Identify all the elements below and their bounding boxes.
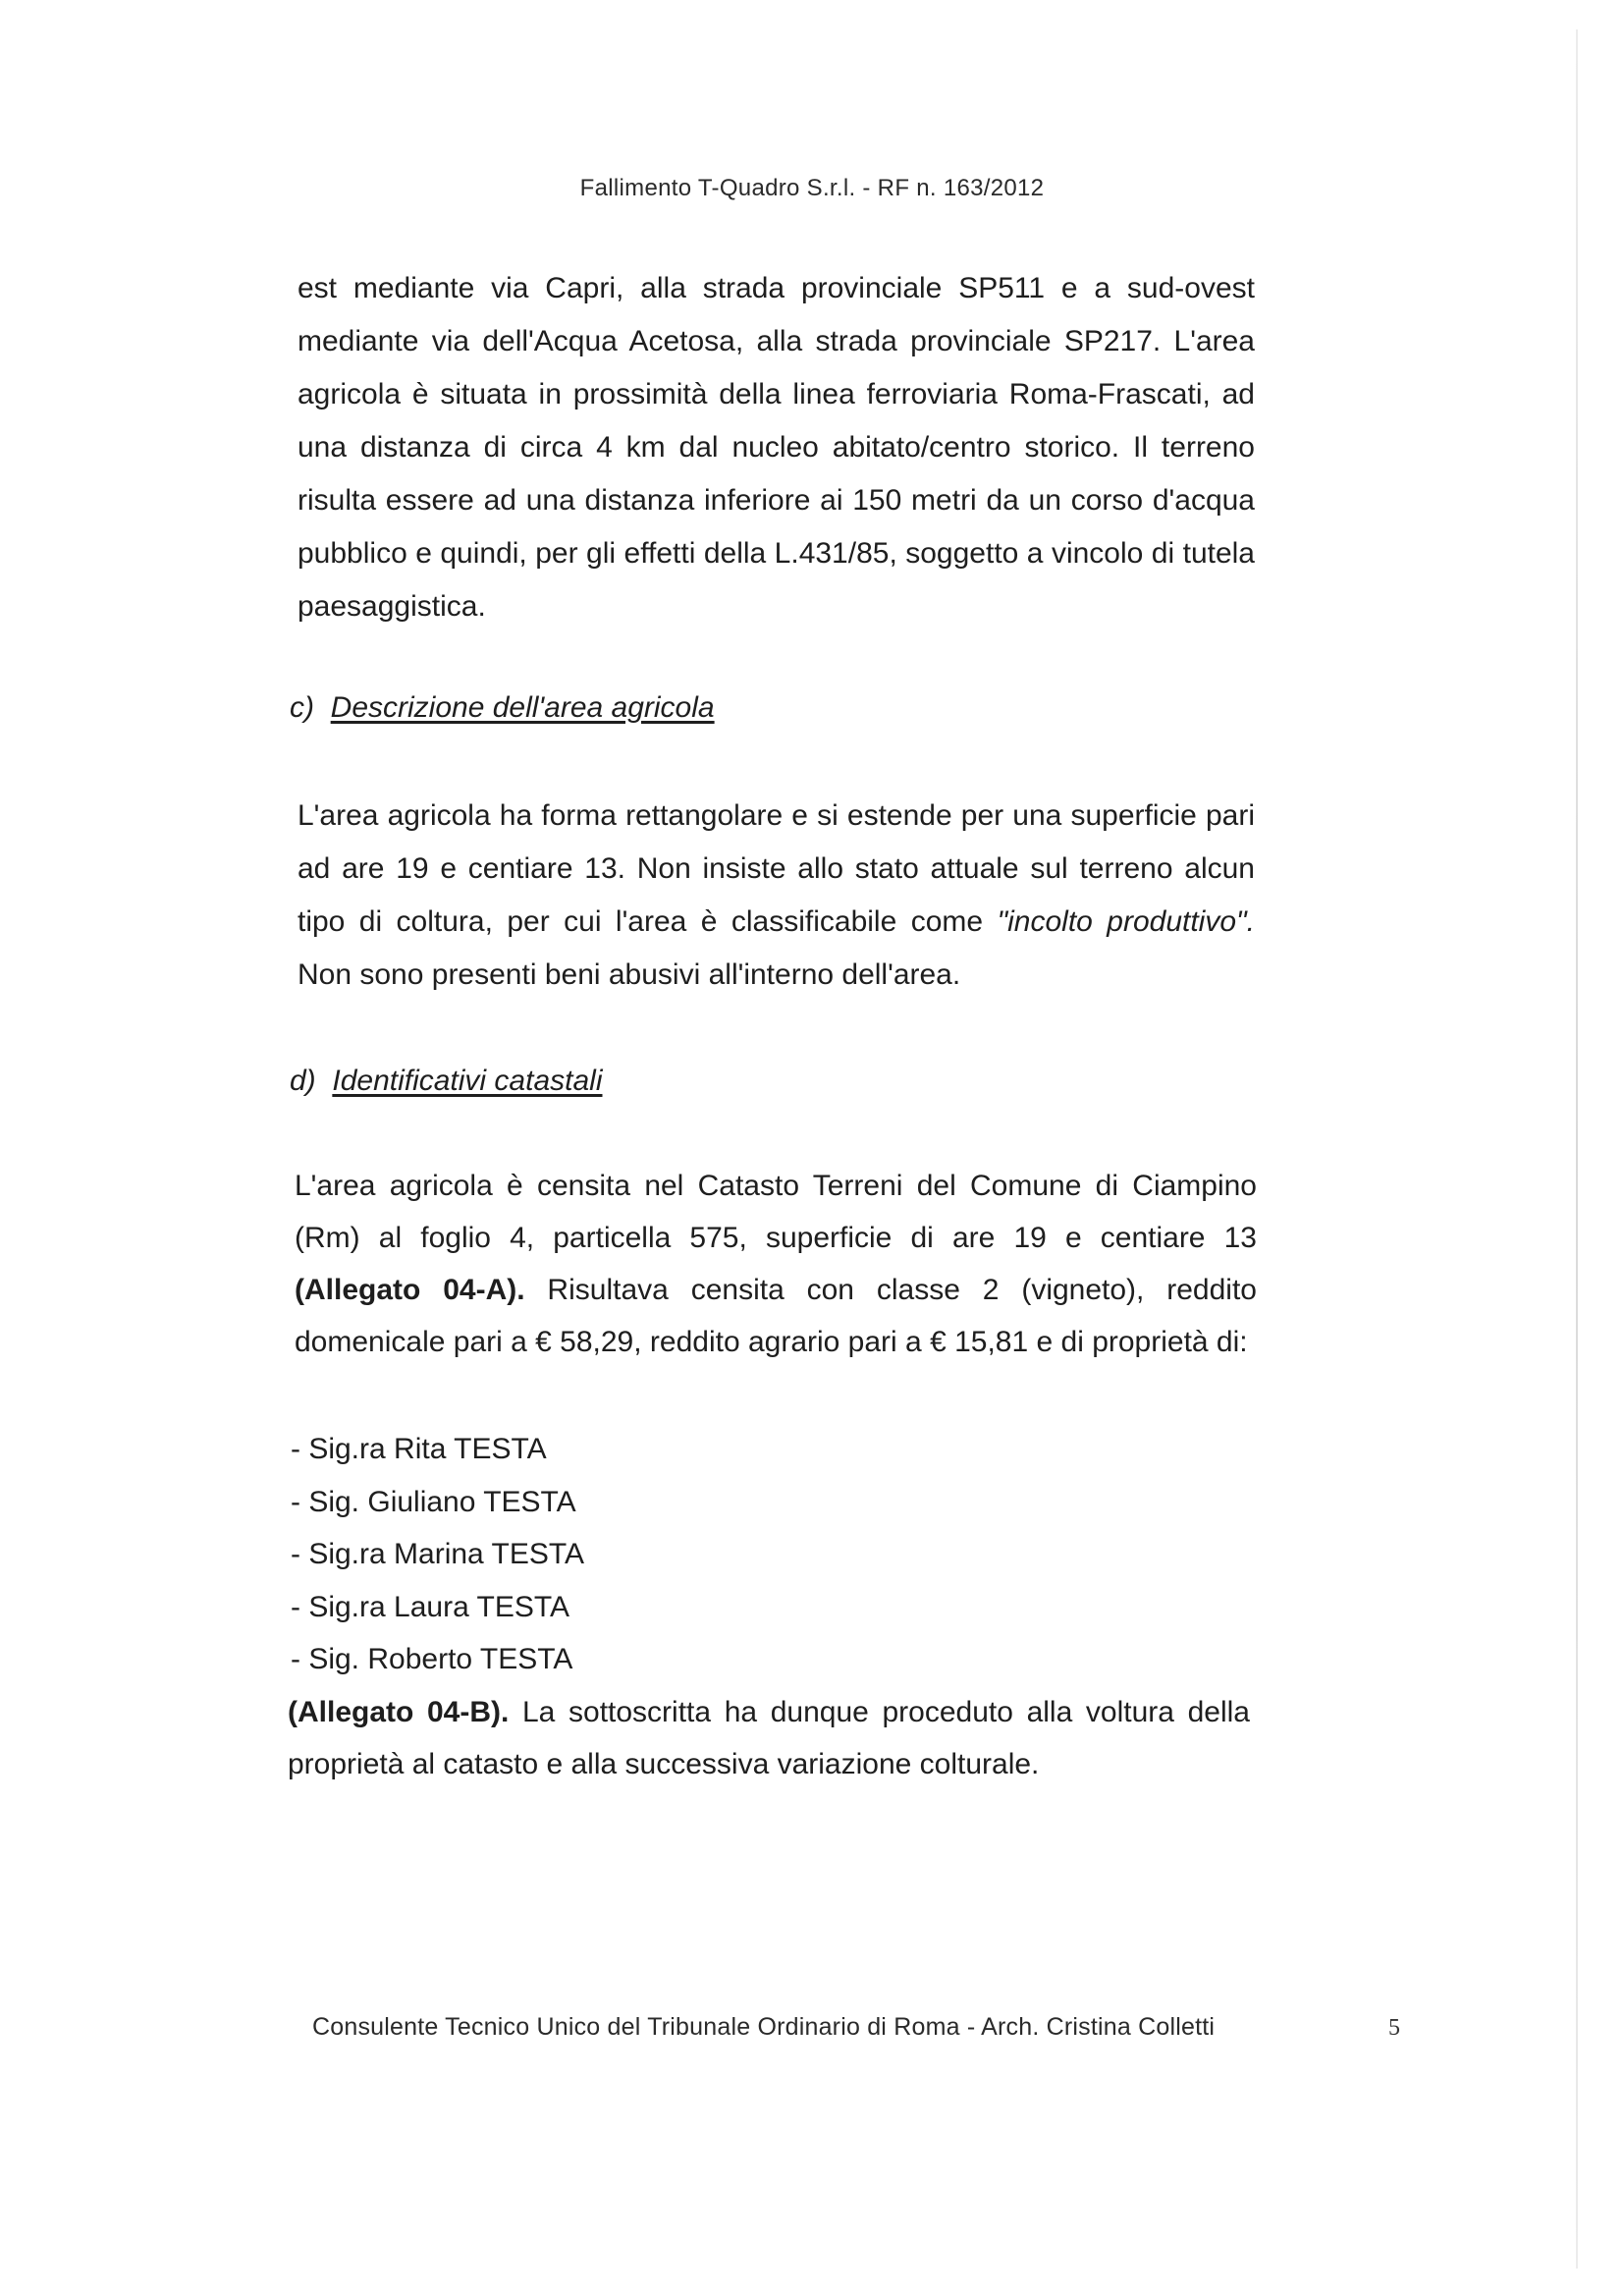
section-d-marker: d) xyxy=(290,1065,316,1097)
list-item: - Sig.ra Laura TESTA xyxy=(291,1590,570,1623)
page-header: Fallimento T-Quadro S.r.l. - RF n. 163/2012 xyxy=(579,175,1045,201)
section-d-text-1: L'area agricola è censita nel Catasto Terreni del Comune di Ciampino (Rm) al foglio 4, particella 575, superficie di are 19 e centiare 13 xyxy=(295,1170,1257,1254)
list-item: - Sig. Giuliano TESTA xyxy=(291,1485,576,1518)
section-c-marker: c) xyxy=(290,691,314,724)
allegato-04a-ref: (Allegato 04-A). xyxy=(295,1274,525,1306)
section-d-closing-paragraph xyxy=(288,1686,1250,1790)
section-c-text-2: Non sono presenti beni abusivi all'interno dell'area. xyxy=(298,958,961,991)
page-number: 5 xyxy=(1388,2015,1400,2041)
intro-paragraph: est mediante via Capri, alla strada provinciale SP511 e a sud-ovest mediante via dell'Acqua Acetosa, alla strada provinciale SP217. L'area agricola è situata in prossimità della linea ferroviaria Roma-Frascati, ad una distanza di circa 4 km dal nucleo abitato/centro storico. Il terreno risulta essere ad una distanza inferiore ai 150 metri da un corso d'acqua pubblico e quindi, per gli effetti della L.431/85, soggetto a vincolo di tutela paesaggistica. xyxy=(298,272,1255,623)
section-d-paragraph xyxy=(295,1160,1257,1368)
section-c-paragraph xyxy=(298,790,1255,1002)
page-footer: Consulente Tecnico Unico del Tribunale Ordinario di Roma - Arch. Cristina Colletti xyxy=(312,2013,1216,2041)
list-item: - Sig.ra Marina TESTA xyxy=(291,1538,584,1570)
section-c-title: Descrizione dell'area agricola xyxy=(330,691,715,724)
section-c-heading xyxy=(290,688,715,728)
list-item: - Sig. Roberto TESTA xyxy=(291,1643,573,1675)
section-c-text-1: L'area agricola ha forma rettangolare e si estende per una superficie pari ad are 19 e centiare 13. Non insiste allo stato attuale sul terreno alcun tipo di coltura, per cui l'area è classificabile come xyxy=(298,799,1255,938)
section-d-heading xyxy=(290,1062,603,1101)
allegato-04b-ref: (Allegato 04-B). xyxy=(288,1696,510,1728)
section-d-text-3: La sottoscritta ha dunque proceduto alla voltura della proprietà al catasto e alla successiva variazione colturale. xyxy=(288,1696,1250,1780)
section-d-text-2: Risultava censita con classe 2 (vigneto), reddito domenicale pari a € 58,29, reddito agrario pari a € 15,81 e di proprietà di: xyxy=(295,1274,1257,1358)
page-edge-shadow xyxy=(1576,29,1578,2269)
section-c-italic-term: "incolto produttivo". xyxy=(997,905,1256,938)
list-item: - Sig.ra Rita TESTA xyxy=(291,1433,547,1465)
section-d-title: Identificativi catastali xyxy=(332,1065,603,1097)
owners-list xyxy=(291,1423,584,1686)
